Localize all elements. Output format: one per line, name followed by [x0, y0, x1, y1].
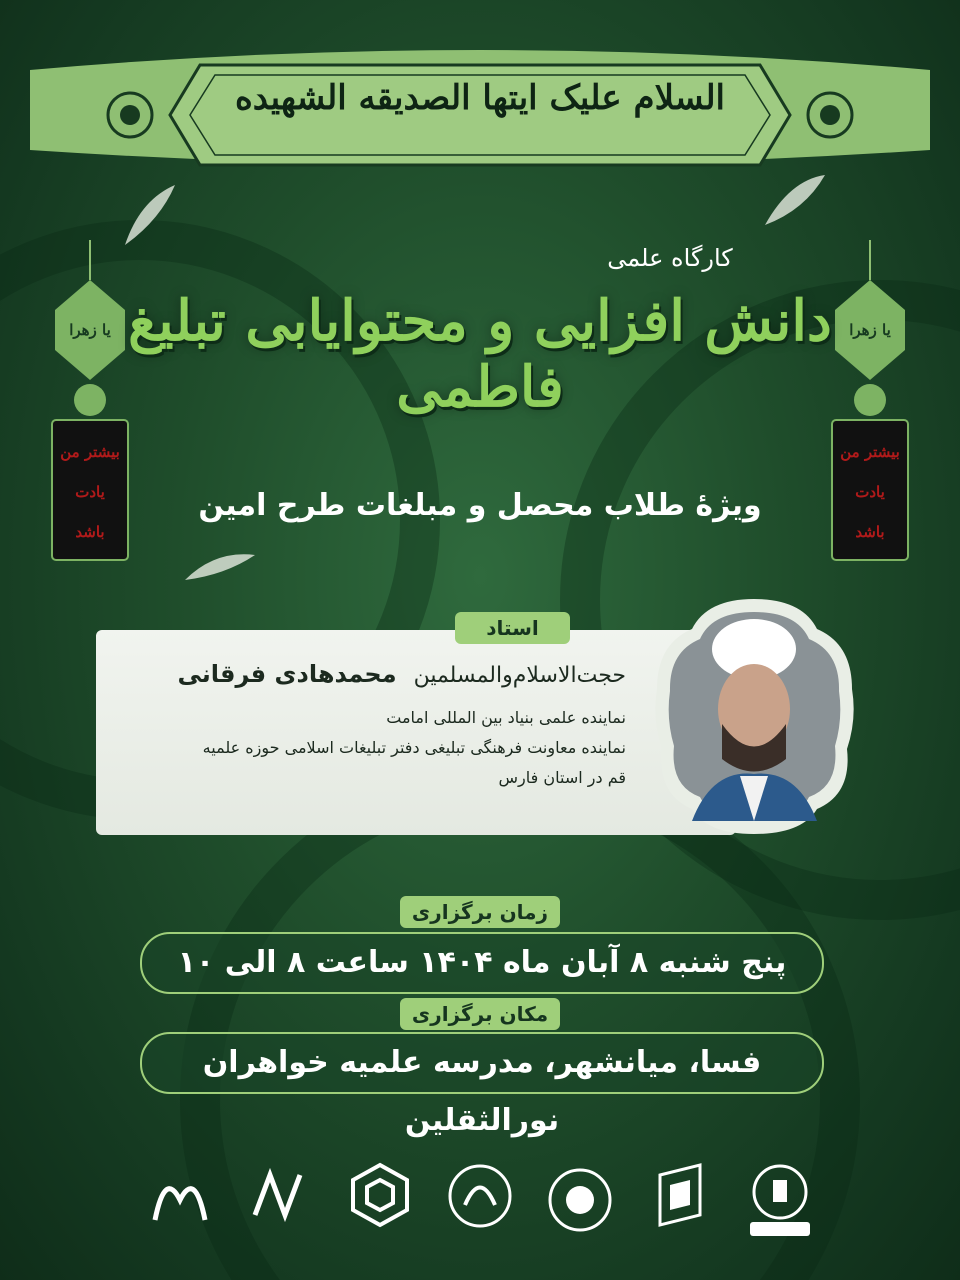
logo-row [140, 1150, 820, 1250]
lantern-calligraphy: یا زهرا [69, 321, 111, 339]
time-label: زمان برگزاری [400, 896, 560, 928]
lantern-red-text-2: یادت [855, 483, 885, 501]
place-label: مکان برگزاری [400, 998, 560, 1030]
lantern-red-text-1: بیشتر من [840, 443, 900, 461]
lantern-red-text-2: یادت [75, 483, 105, 501]
imamat-logo-icon [440, 1155, 520, 1245]
feather-icon [180, 545, 260, 585]
teacher-name-line [177, 660, 626, 688]
hexagon-logo-icon [340, 1155, 420, 1245]
lantern-red-text-3: باشد [855, 523, 885, 541]
teacher-photo [652, 594, 857, 839]
teacher-role-1: نماینده علمی بنیاد بین المللی امامت [386, 708, 626, 727]
teacher-card [96, 630, 736, 835]
seal-logo-icon [740, 1155, 820, 1245]
workshop-tagline: ویژۀ طلاب محصل و مبلغات طرح امین [198, 488, 762, 523]
lantern-red-text-3: باشد [75, 523, 105, 541]
teacher-label: استاد [455, 612, 570, 644]
banner-salutation: السلام علیک ایتها الصدیقه الشهیده [234, 78, 725, 118]
workshop-title: دانش افزایی و محتوایابی تبلیغ فاطمی [128, 288, 832, 420]
feather-icon [760, 170, 830, 230]
teacher-name: محمدهادی فرقانی [177, 660, 397, 688]
lantern-calligraphy: یا زهرا [849, 321, 891, 339]
fars-logo-icon [640, 1155, 720, 1245]
place-bar: فسا، میانشهر، مدرسه علمیه خواهران نورالثقلین [140, 1032, 824, 1094]
lantern-red-text-1: بیشتر من [60, 443, 120, 461]
time-bar: پنج شنبه ۸ آبان ماه ۱۴۰۴ ساعت ۸ الی ۱۰ [140, 932, 824, 994]
teacher-role-2: نماینده معاونت فرهنگی تبلیغی دفتر تبلیغات اسلامی حوزه علمیه [202, 738, 626, 757]
feather-icon [120, 180, 180, 250]
workshop-subtitle: کارگاه علمی [607, 244, 733, 272]
calligraphy-logo-icon [240, 1155, 320, 1245]
teacher-role-3: قم در استان فارس [498, 768, 626, 787]
teacher-honorific: حجت‌الاسلام‌والمسلمین [413, 663, 626, 688]
mowaffaghan-logo-icon [140, 1155, 220, 1245]
emblem-logo-icon [540, 1155, 620, 1245]
